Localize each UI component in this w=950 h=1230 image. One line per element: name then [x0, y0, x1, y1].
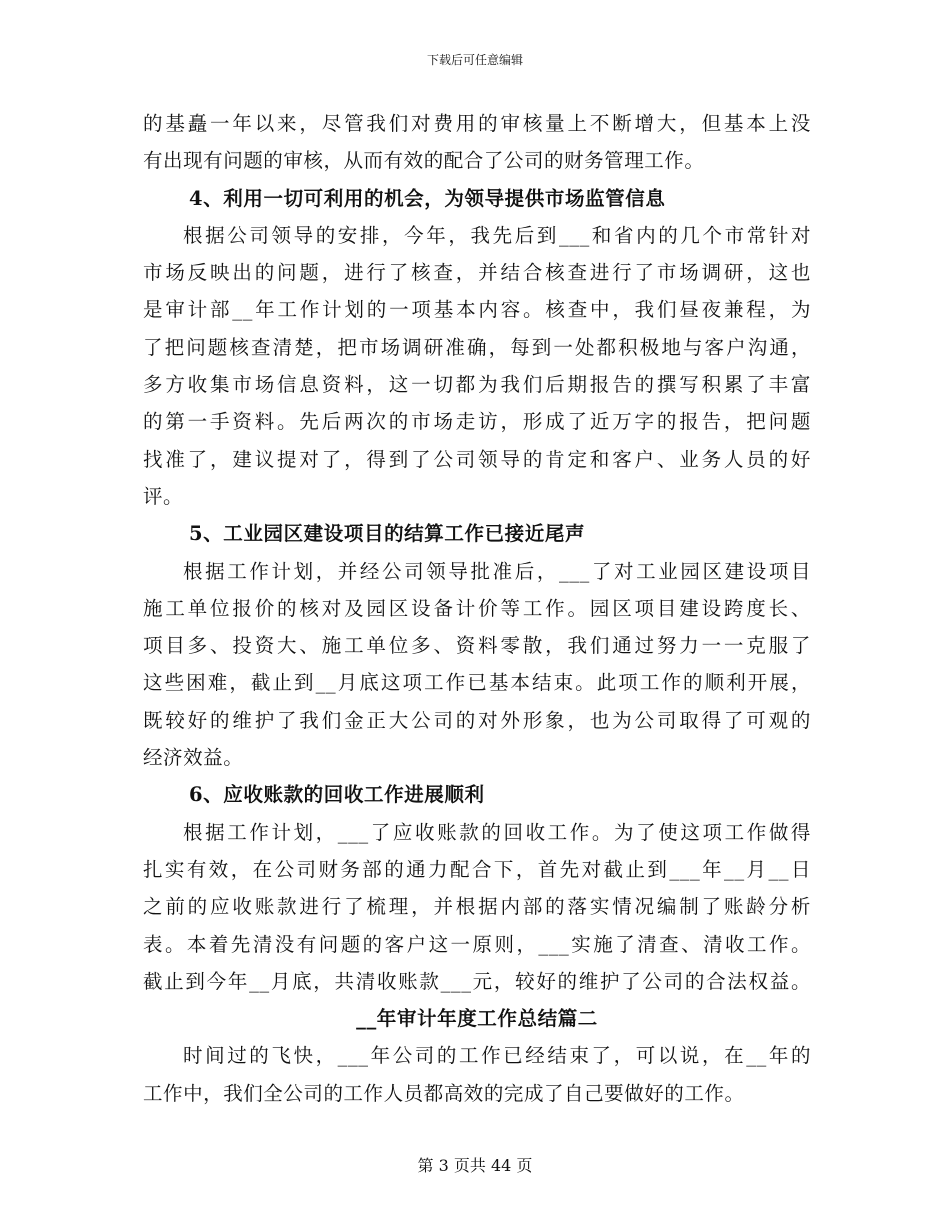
- text-line: 工作中，我们全公司的工作人员都高效的完成了自己要做好的工作。: [143, 1081, 745, 1105]
- text-line: 既较好的维护了我们金正大公司的对外形象，也为公司取得了可观的: [143, 708, 811, 732]
- paragraph-market-info: [143, 217, 811, 515]
- text-line: 找准了，建议提对了，得到了公司领导的肯定和客户、业务人员的好: [143, 447, 811, 471]
- section-heading-4: 4、利用一切可利用的机会，为领导提供市场监管信息: [189, 186, 666, 210]
- text-line: 多方收集市场信息资料，这一切都为我们后期报告的撰写积累了丰富: [143, 373, 811, 397]
- text-line: 根据工作计划，___了应收账款的回收工作。为了使这项工作做得: [183, 820, 811, 844]
- page-header: 下载后可任意编辑: [426, 53, 523, 67]
- text-line: 市场反映出的问题，进行了核查，并结合核查进行了市场调研，这也: [143, 261, 811, 285]
- text-line: 项目多、投资大、施工单位多、资料零散，我们通过努力一一克服了: [143, 634, 811, 658]
- section-heading-6: 6、应收账款的回收工作进展顺利: [189, 783, 485, 807]
- text-line: 时间过的飞快，___年公司的工作已经结束了，可以说，在__年的: [183, 1044, 811, 1068]
- text-line: 了把问题核查清楚，把市场调研准确，每到一处都积极地与客户沟通，: [143, 335, 811, 359]
- text-line: 之前的应收账款进行了梳理，并根据内部的落实情况编制了账龄分析: [143, 895, 811, 919]
- paragraph-receivables: [143, 814, 811, 1000]
- page-number: 第 3 页共 44 页: [417, 1156, 533, 1175]
- text-line: 截止到今年__月底，共清收账款___元，较好的维护了公司的合法权益。: [143, 969, 811, 993]
- text-line: 施工单位报价的核对及园区设备计价等工作。园区项目建设跨度长、: [143, 596, 811, 620]
- text-line: 的基矗一年以来，尽管我们对费用的审核量上不断增大，但基本上没: [143, 112, 811, 135]
- text-line: 是审计部__年工作计划的一项基本内容。核查中，我们昼夜兼程，为: [143, 298, 811, 322]
- article-title: __年审计年度工作总结篇二: [356, 1007, 598, 1031]
- section-heading-5: 5、工业园区建设项目的结算工作已接近尾声: [189, 522, 586, 546]
- text-line: 扎实有效，在公司财务部的通力配合下，首先对截止到___年__月__日: [143, 857, 811, 881]
- paragraph-continuation: [143, 105, 811, 180]
- text-line: 这些困难，截止到__月底这项工作已基本结束。此项工作的顺利开展，: [143, 671, 811, 695]
- paragraph-intro: [143, 1037, 811, 1112]
- paragraph-industrial-park: [143, 553, 811, 777]
- text-line: 经济效益。: [143, 746, 244, 770]
- text-line: 的第一手资料。先后两次的市场走访，形成了近万字的报告，把问题: [143, 410, 811, 434]
- document-body: [143, 105, 811, 1112]
- text-line: 评。: [143, 484, 184, 508]
- text-line: 根据工作计划，并经公司领导批准后，___了对工业园区建设项目: [183, 559, 812, 583]
- text-line: 根据公司领导的安排，今年，我先后到___和省内的几个市常针对: [183, 223, 812, 247]
- text-line: 有出现有问题的审核，从而有效的配合了公司的财务管理工作。: [143, 149, 705, 173]
- text-line: 表。本着先清没有问题的客户这一原则，___实施了清查、清收工作。: [143, 932, 811, 956]
